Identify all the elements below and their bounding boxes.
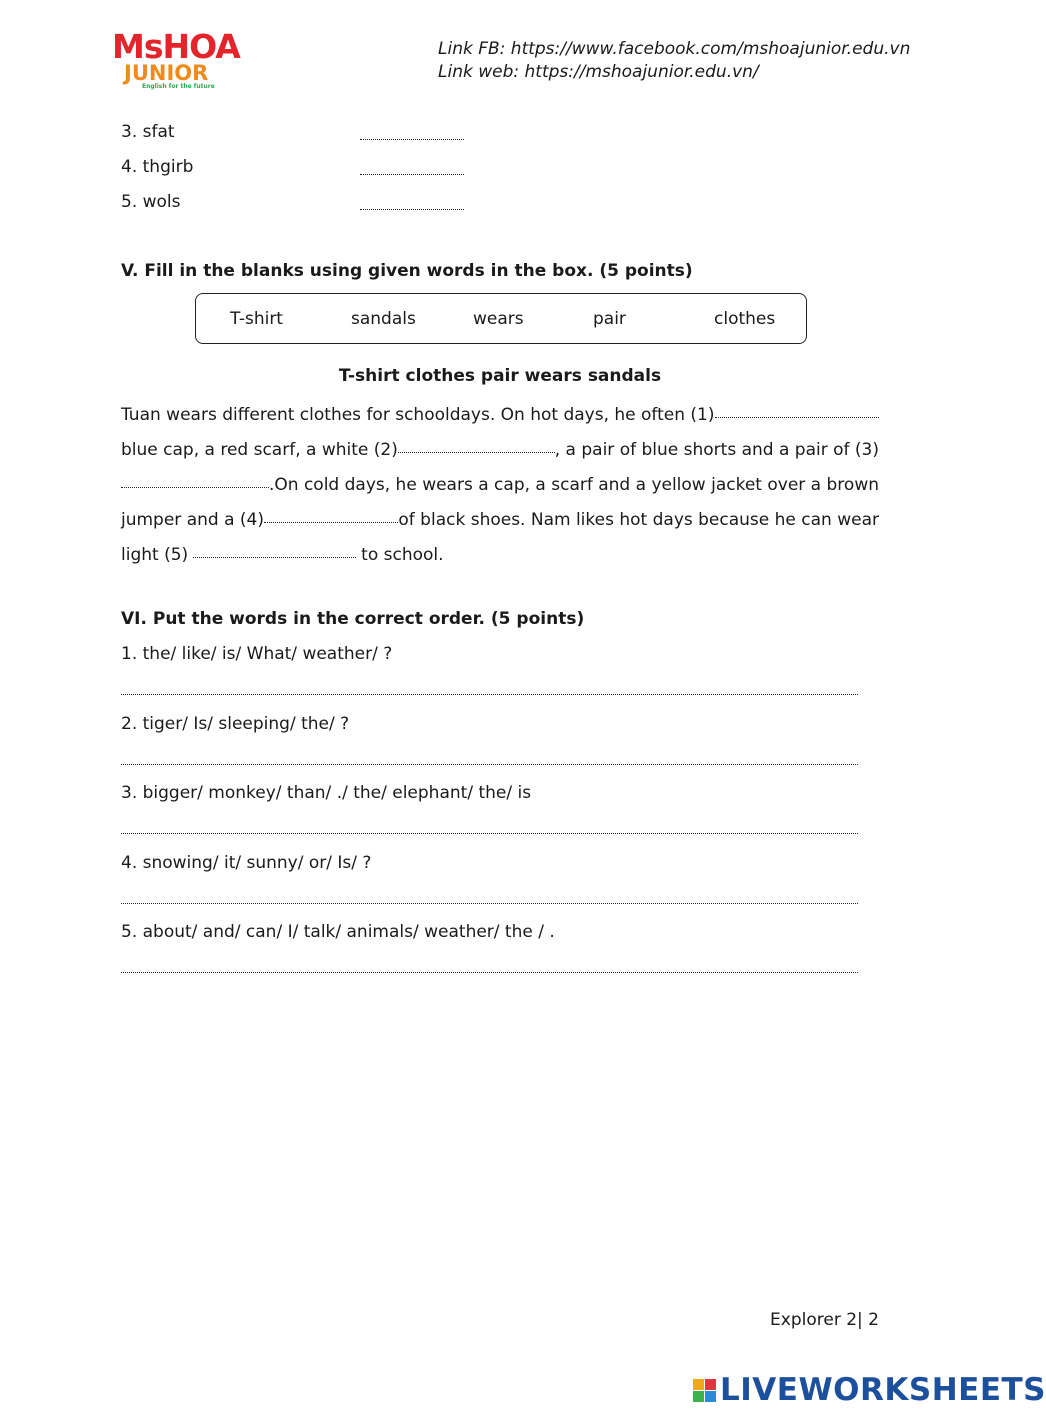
paragraph-text: .On cold days, he wears a cap, a scarf and a yellow jacket over a brown <box>269 475 879 495</box>
blank-4[interactable] <box>264 522 398 523</box>
paragraph-text: light (5) <box>121 545 189 565</box>
answer-blank-5[interactable] <box>360 209 464 210</box>
watermark-text: LIVEWORKSHEETS <box>720 1372 1046 1408</box>
paragraph-text: , a pair of blue shorts and a pair of (3) <box>554 440 879 460</box>
blank-2[interactable] <box>398 452 555 453</box>
order-answer-line-3[interactable] <box>121 833 858 834</box>
order-question-1: 1. the/ like/ is/ What/ weather/ ? <box>121 644 393 664</box>
order-question-2: 2. tiger/ Is/ sleeping/ the/ ? <box>121 714 350 734</box>
logo-line2: JUNIOR <box>124 61 209 85</box>
box-word-wears: wears <box>473 309 524 329</box>
paragraph-text: blue cap, a red scarf, a white (2) <box>121 440 398 460</box>
blank-5[interactable] <box>193 557 356 558</box>
scramble-item-5: 5. wols <box>121 192 181 212</box>
answer-blank-4[interactable] <box>360 174 464 175</box>
paragraph-text: to school. <box>361 545 444 565</box>
page-footer: Explorer 2| 2 <box>770 1310 879 1330</box>
order-question-3: 3. bigger/ monkey/ than/ ./ the/ elephant/ the/ is <box>121 783 532 803</box>
order-question-4: 4. snowing/ it/ sunny/ or/ Is/ ? <box>121 853 372 873</box>
box-word-tshirt: T-shirt <box>230 309 283 329</box>
order-answer-line-5[interactable] <box>121 972 858 973</box>
paragraph-line-4 <box>121 503 879 538</box>
answer-blank-3[interactable] <box>360 139 464 140</box>
order-answer-line-2[interactable] <box>121 764 858 765</box>
scramble-item-4: 4. thgirb <box>121 157 194 177</box>
box-word-pair: pair <box>593 309 626 329</box>
paragraph-text: of black shoes. Nam likes hot days because he can wear <box>398 510 879 530</box>
section-vi-title: VI. Put the words in the correct order. (5 points) <box>121 609 585 629</box>
box-word-sandals: sandals <box>351 309 416 329</box>
order-answer-line-1[interactable] <box>121 694 858 695</box>
order-answer-line-4[interactable] <box>121 903 858 904</box>
word-box <box>195 293 807 344</box>
blank-1[interactable] <box>715 417 880 418</box>
logo-line1: MsHOA <box>112 27 240 66</box>
paragraph-line-5 <box>121 538 879 573</box>
liveworksheets-logo-icon <box>693 1379 716 1402</box>
paragraph-line-2 <box>121 433 879 468</box>
paragraph-text: Tuan wears different clothes for schooldays. On hot days, he often (1) <box>121 405 715 425</box>
header-links <box>438 38 910 84</box>
logo-tagline: English for the future <box>142 83 215 90</box>
paragraph-line-3 <box>121 468 879 503</box>
answer-sequence: T-shirt clothes pair wears sandals <box>338 366 662 386</box>
liveworksheets-watermark <box>693 1372 1046 1408</box>
order-question-5: 5. about/ and/ can/ I/ talk/ animals/ weather/ the / . <box>121 922 555 942</box>
paragraph-text: jumper and a (4) <box>121 510 264 530</box>
paragraph-line-1 <box>121 398 879 433</box>
fill-in-paragraph <box>121 398 879 573</box>
blank-3[interactable] <box>121 487 269 488</box>
brand-logo <box>112 27 247 92</box>
box-word-clothes: clothes <box>714 309 776 329</box>
scramble-item-3: 3. sfat <box>121 122 175 142</box>
website-link[interactable]: Link web: https://mshoajunior.edu.vn/ <box>438 62 759 82</box>
section-v-title: V. Fill in the blanks using given words in the box. (5 points) <box>121 261 693 281</box>
facebook-link[interactable]: Link FB: https://www.facebook.com/mshoajunior.edu.vn <box>438 39 911 59</box>
